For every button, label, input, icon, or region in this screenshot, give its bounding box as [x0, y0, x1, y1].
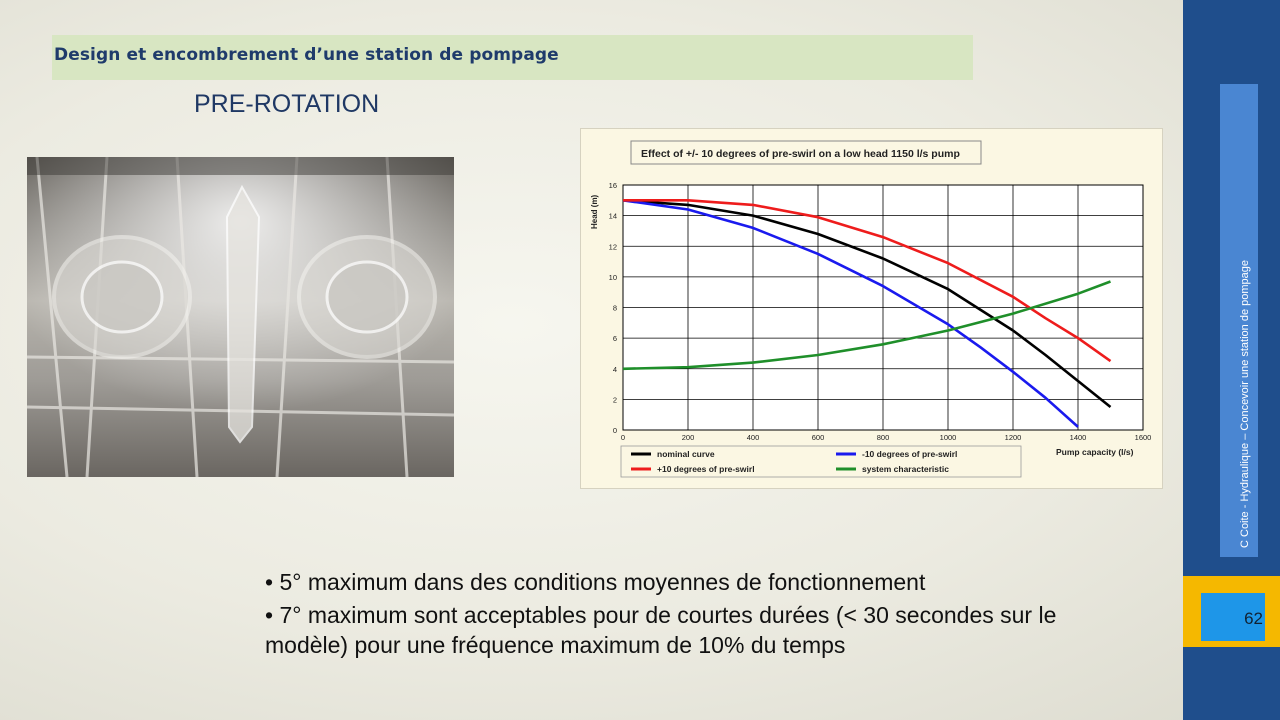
- legend-label-nominal: nominal curve: [657, 449, 715, 459]
- y-tick-label: 8: [612, 303, 617, 313]
- y-tick-label: 2: [612, 395, 617, 405]
- x-tick-label: 800: [876, 433, 890, 442]
- legend-label-minus10: -10 degrees of pre-swirl: [862, 449, 958, 459]
- bullet-item: • 5° maximum dans des conditions moyennes de fonctionnement: [265, 569, 926, 595]
- x-tick-label: 600: [811, 433, 825, 442]
- y-tick-label: 6: [612, 334, 617, 344]
- y-tick-label: 10: [608, 272, 617, 282]
- model-photo: [27, 157, 454, 477]
- model-photo-drawing: [27, 157, 454, 477]
- x-tick-label: 1400: [1069, 433, 1087, 442]
- y-tick-label: 14: [608, 211, 617, 221]
- pump-curve-chart: [581, 129, 1162, 488]
- slide-subtitle: PRE-ROTATION: [194, 90, 380, 118]
- y-axis-label: Head (m): [590, 194, 599, 229]
- x-tick-label: 1000: [939, 433, 957, 442]
- legend-label-plus10: +10 degrees of pre-swirl: [657, 464, 755, 474]
- x-tick-label: 1200: [1004, 433, 1022, 442]
- bullet-list: [265, 567, 1065, 663]
- x-tick-label: 1600: [1134, 433, 1152, 442]
- x-tick-label: 400: [746, 433, 760, 442]
- page-number-box: [1201, 593, 1265, 641]
- sidebar-caption: C Coite - Hydraulique – Concevoir une station de pompage: [1239, 260, 1251, 548]
- chart-title: Effect of +/- 10 degrees of pre-swirl on a low head 1150 l/s pump: [641, 148, 960, 160]
- x-tick-label: 200: [681, 433, 695, 442]
- x-axis-label: Pump capacity (l/s): [1056, 447, 1134, 457]
- slide-header: Design et encombrement d’une station de pompage: [54, 45, 559, 65]
- y-tick-label: 4: [612, 364, 617, 374]
- y-tick-label: 16: [608, 181, 617, 190]
- legend-label-system: system characteristic: [862, 464, 949, 474]
- x-tick-label: 0: [620, 433, 626, 442]
- y-tick-label: 12: [608, 242, 617, 252]
- bullet-item: • 7° maximum sont acceptables pour de courtes durées (< 30 secondes sur le modèle) pour une fréquence maximum de 10% du temps: [265, 602, 1057, 658]
- chart-panel: [580, 128, 1163, 489]
- y-tick-label: 0: [612, 426, 617, 435]
- page-number: 62: [1244, 609, 1263, 628]
